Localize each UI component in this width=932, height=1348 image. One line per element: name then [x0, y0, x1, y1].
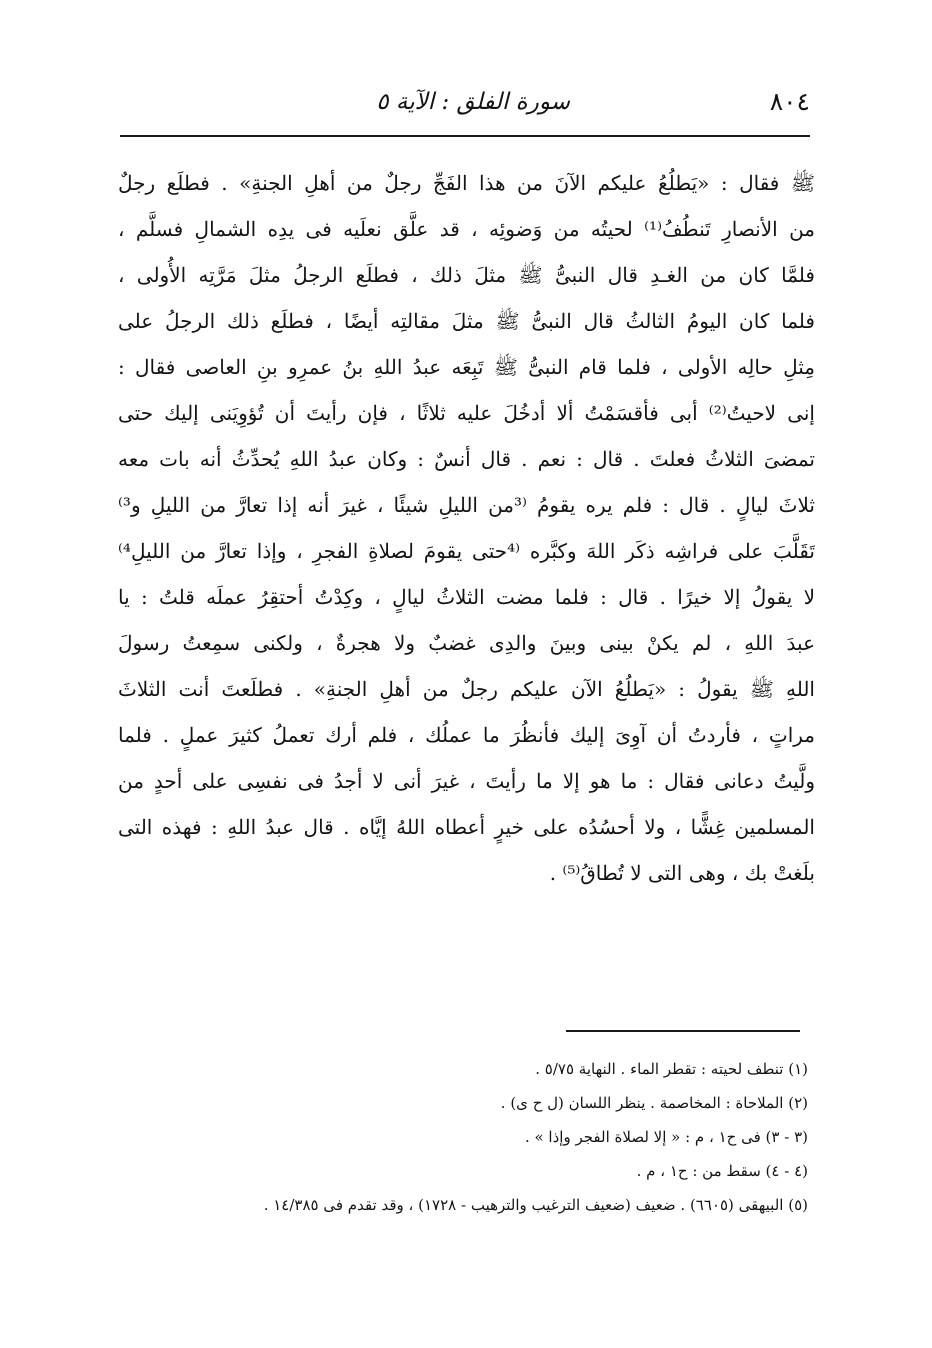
page-number: ٨٠٤ — [769, 87, 810, 116]
text-line: ولَّيتُ دعانى فقال : ما هو إلا ما رأيتَ ، غيرَ أنى لا أجدُ فى نفسِى على أحدٍ من — [118, 769, 815, 793]
text-line: فلما كان اليومُ الثالثُ قال النبىُّ ﷺ مثلَ مقالتِه أيضًا ، فطلَع ذلك الرجلُ على — [118, 309, 815, 333]
header-rule — [120, 135, 810, 137]
text-line: مراتٍ ، فأردتُ أن آوِىَ إليك فأنظُرَ ما عملُك ، فلم أرك تعملُ كثيرَ عملٍ . فلما — [118, 723, 815, 747]
footnote-5: (٥) البيهقى (٦٦٠٥) . ضعيف (ضعيف الترغيب والترهيب - ١٧٢٨) ، وقد تقدم فى ١٤/٣٨٥ . — [263, 1196, 808, 1214]
page-header — [120, 84, 810, 124]
text-line: اللهِ ﷺ يقولُ : «يَطلُعُ الآن عليكم رجلٌ من أهلِ الجنةِ» . فطلَعتَ أنت الثلاثَ — [118, 677, 815, 701]
text-line: عبدَ اللهِ ، لم يكنْ بينى وبينَ والدِى غضبٌ ولا هجرةٌ ، ولكنى سمِعتُ رسولَ — [118, 631, 815, 655]
footnote-1: (١) تنطف لحيته : تقطر الماء . النهاية ٥/٧٥ . — [535, 1060, 808, 1078]
text-line: بلَغتْ بك ، وهى التى لا تُطاقُ⁽⁵⁾ . — [549, 861, 815, 885]
footnote-4: (٤ - ٤) سقط من : ح١ ، م . — [636, 1162, 808, 1180]
text-line: تَقَلَّبَ على فراشِه ذكَر اللهَ وكبَّره ⁽⁴حتى يقومَ لصلاةِ الفجرِ ، وإذا تعارَّ من الليلِ⁴⁾ — [118, 539, 815, 563]
text-line: مِثلِ حالِه الأولى ، فلما قام النبىُّ ﷺ تَبِعَه عبدُ اللهِ بنُ عمرِو بنِ العاصى فقال : — [118, 355, 815, 379]
footnote-2: (٢) الملاحاة : المخاصمة . ينظر اللسان (ل ح ى) . — [500, 1094, 808, 1112]
footnote-separator — [566, 1030, 800, 1032]
text-line: ﷺ فقال : «يَطلُعُ عليكم الآنَ من هذا الفَجِّ رجلٌ من أهلِ الجنةِ» . فطلَع رجلٌ — [118, 171, 815, 195]
text-line: ثلاثَ ليالٍ . قال : فلم يره يقومُ ⁽³من الليلِ شيئًا ، غيرَ أنه إذا تعارَّ من الليلِ و³⁾ — [118, 493, 815, 517]
text-line: من الأنصارِ تَنطُفُ⁽¹⁾ لحيتُه من وَضوئِه ، قد علَّق نعلَيه فى يدِه الشمالِ فسلَّم ، — [118, 217, 815, 241]
text-line: المسلمين غِشًّا ، ولا أحسُدُه على خيرٍ أعطاه اللهُ إيَّاه . قال عبدُ اللهِ : فهذه التى — [118, 815, 815, 839]
main-text — [118, 160, 815, 896]
running-title: سورة الفلق : الآية ٥ — [376, 89, 570, 115]
text-line: تمضىَ الثلاثُ فعلتَ . قال : نعم . قال أنسٌ : وكان عبدُ اللهِ يُحدِّثُ أنه بات معه — [118, 447, 815, 471]
footnote-3: (٣ - ٣) فى ح١ ، م : « إلا لصلاة الفجر وإذا » . — [524, 1128, 808, 1146]
footnotes — [118, 1052, 808, 1222]
text-line: إنى لاحيتُ⁽²⁾ أبى فأقسَمْتُ ألا أدخُلَ عليه ثلاثًا ، فإن رأيتَ أن تُؤوِيَنى إليك حتى — [118, 401, 815, 425]
text-line: فلمَّا كان من الغـدِ قال النبىُّ ﷺ مثلَ ذلك ، فطلَع الرجلُ مثلَ مَرَّتِه الأُولى ، — [118, 263, 815, 287]
text-line: لا يقولُ إلا خيرًا . قال : فلما مضت الثلاثُ ليالٍ ، وكِدْتُ أحتقِرُ عملَه قلتُ : يا — [118, 585, 815, 609]
